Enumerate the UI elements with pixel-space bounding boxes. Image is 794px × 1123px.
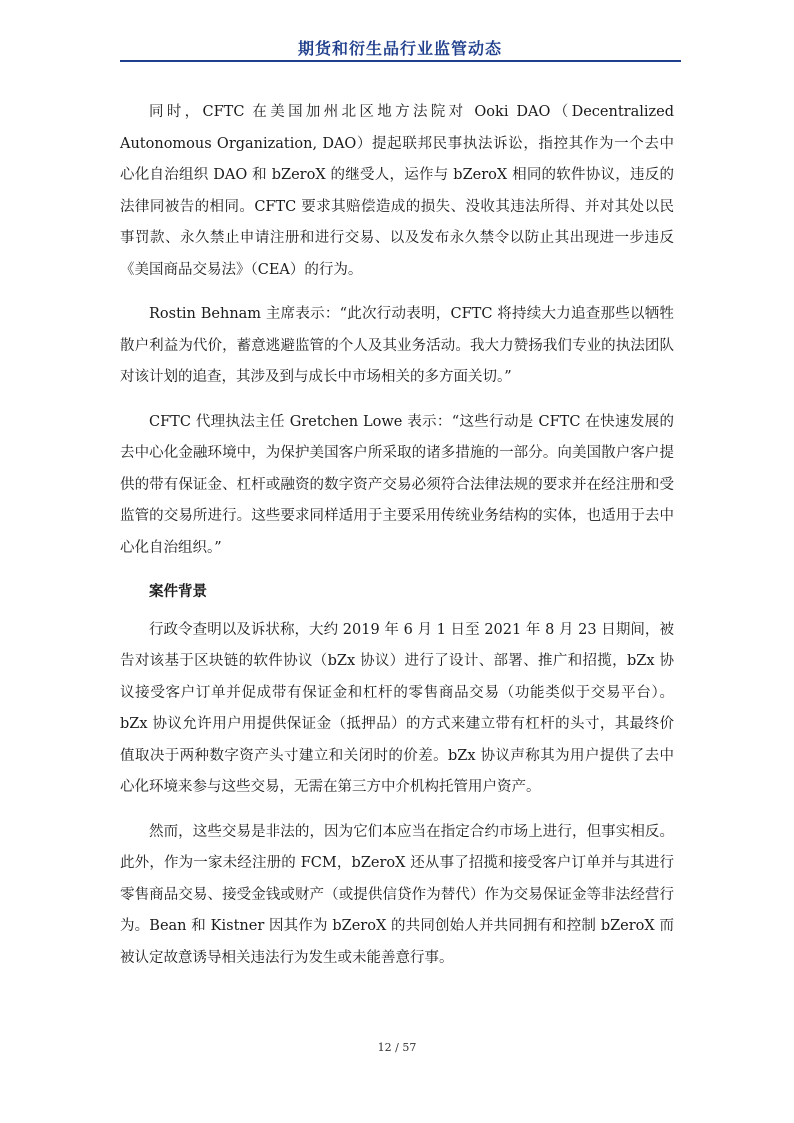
body-paragraph: CFTC 代理执法主任 Gretchen Lowe 表示：“这些行动是 CFTC 在快速发展的去中心化金融环境中，为保护美国客户所采取的诸多措施的一部分。向美国散户客户提供的带有保证金、杠杆或融资的数字资产交易必须符合法律法规的要求并在经注册和受监管的交易所进行。这些要求同样适用于主要采用传统业务结构的实体，也适用于去中心化自治组织。” (120, 413, 674, 556)
body-paragraph: 同时，CFTC 在美国加州北区地方法院对 Ooki DAO（Decentralized Autonomous Organization, DAO）提起联邦民事执法诉讼，指控其作为一个去中心化自治组织 DAO 和 bZeroX 的继受人，运作与 bZeroX 相同的软件协议，违反的法律同被告的相同。CFTC 要求其赔偿造成的损失、没收其违法所得、并对其处以民事罚款、永久禁止申请注册和进行交易、以及发布永久禁令以防止其出现进一步违反《美国商品交易法》（CEA）的行为。 (120, 104, 674, 278)
page-header-title: 期货和衍生品行业监管动态 (297, 39, 502, 58)
body-paragraph: 行政令查明以及诉状称，大约 2019 年 6 月 1 日至 2021 年 8 月 23 日期间，被告对该基于区块链的软件协议（bZx 协议）进行了设计、部署、推广和招揽，bZx 协议接受客户订单并促成带有保证金和杠杆的零售商品交易（功能类似于交易平台）。bZx 协议允许用户用提供保证金（抵押品）的方式来建立带有杠杆的头寸，其最终价值取决于两种数字资产头寸建立和关闭时的价差。bZx 协议声称其为用户提供了去中心化环境来参与这些交易，无需在第三方中介机构托管用户资产。 (120, 621, 674, 795)
page-number: 12 / 57 (377, 1041, 417, 1054)
header-divider (120, 60, 681, 62)
body-paragraph: Rostin Behnam 主席表示：“此次行动表明，CFTC 将持续大力追查那些以牺牲散户利益为代价，蓄意逃避监管的个人及其业务活动。我大力赞扬我们专业的执法团队对该计划的追查，其涉及到与成长中市场相关的多方面关切。” (120, 306, 674, 385)
body-paragraph: 然而，这些交易是非法的，因为它们本应当在指定合约市场上进行，但事实相反。此外，作为一家未经注册的 FCM，bZeroX 还从事了招揽和接受客户订单并与其进行零售商品交易、接受金钱或财产（或提供信贷作为替代）作为交易保证金等非法经营行为。Bean 和 Kistner 因其作为 bZeroX 的共同创始人并共同拥有和控制 bZeroX 而被认定故意诱导相关违法行为发生或未能善意行事。 (120, 823, 674, 966)
section-heading: 案件背景 (149, 584, 207, 600)
document-body (120, 97, 674, 987)
